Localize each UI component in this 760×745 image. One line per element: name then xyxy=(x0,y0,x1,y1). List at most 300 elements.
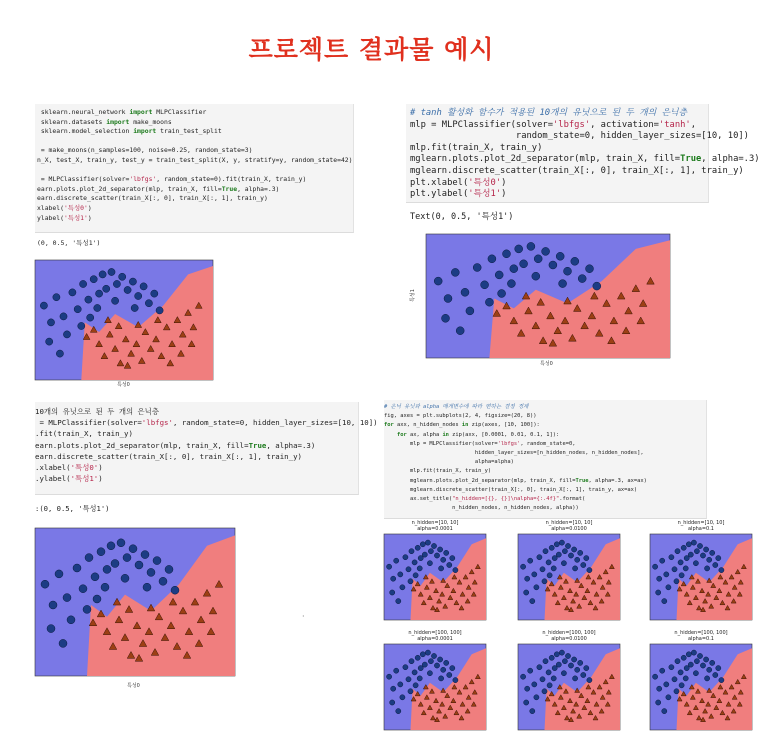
code-line: alpha=alpha) xyxy=(384,459,514,466)
class0-point xyxy=(398,682,403,687)
class0-point xyxy=(400,585,405,590)
class0-point xyxy=(542,689,547,694)
class0-point xyxy=(697,543,702,548)
class0-point xyxy=(578,275,586,283)
class0-point xyxy=(586,265,594,273)
x-axis-label-c: 특성0 xyxy=(127,683,140,689)
class0-point xyxy=(409,659,414,664)
code-cell-d xyxy=(384,400,707,519)
class0-point xyxy=(532,572,537,577)
class0-point xyxy=(530,599,535,604)
class0-point xyxy=(135,292,142,299)
class0-point xyxy=(447,562,452,567)
class0-point xyxy=(527,242,535,250)
class0-point xyxy=(503,250,511,258)
class0-point xyxy=(653,564,658,569)
code-line: sklearn.neural_network import MLPClassifier xyxy=(37,108,207,116)
class0-point xyxy=(422,552,427,557)
class0-point xyxy=(420,652,425,657)
class0-point xyxy=(453,568,458,573)
class0-point xyxy=(441,557,446,562)
class0-point xyxy=(547,683,552,688)
stray-dot: · xyxy=(302,612,305,621)
class0-point xyxy=(461,288,469,296)
class0-point xyxy=(716,556,721,561)
class0-point xyxy=(99,271,106,278)
class0-point xyxy=(716,666,721,671)
subplot-title-line: n_hidden=[100, 100] xyxy=(674,630,728,636)
class0-point xyxy=(683,676,688,681)
class0-point xyxy=(387,674,392,679)
class0-point xyxy=(565,543,570,548)
class0-point xyxy=(697,653,702,658)
class0-point xyxy=(151,290,158,297)
class0-point xyxy=(688,662,693,667)
class0-point xyxy=(47,625,55,633)
class0-point xyxy=(584,556,589,561)
class0-point xyxy=(412,670,417,675)
class0-point xyxy=(59,639,67,647)
class0-point xyxy=(521,674,526,679)
class0-point xyxy=(107,542,115,550)
class0-point xyxy=(53,294,60,301)
class0-point xyxy=(450,666,455,671)
class0-point xyxy=(524,590,529,595)
class0-point xyxy=(542,247,550,255)
class0-point xyxy=(554,542,559,547)
class0-point xyxy=(46,338,53,345)
class0-point xyxy=(528,668,533,673)
class0-point xyxy=(396,709,401,714)
code-line: plt.ylabel('특성1') xyxy=(410,189,507,200)
code-line: = make_moons(n_samples=100, noise=0.25, random_state=3) xyxy=(37,146,253,155)
output-text-c: :(0, 0.5, '특성1') xyxy=(35,504,110,513)
class0-point xyxy=(719,678,724,683)
class0-point xyxy=(556,252,564,260)
decision-boundary-plot-b xyxy=(426,234,670,358)
class0-point xyxy=(507,280,515,288)
class0-point xyxy=(444,660,449,665)
class0-point xyxy=(573,566,578,571)
class0-point xyxy=(537,555,542,560)
class0-point xyxy=(691,540,696,545)
class0-point xyxy=(394,558,399,563)
code-line: .ylabel('특성1') xyxy=(35,474,103,484)
class0-point xyxy=(561,561,566,566)
class0-point xyxy=(704,657,709,662)
class0-point xyxy=(434,553,439,558)
subplot-title-line: alpha=0.0100 xyxy=(551,526,587,532)
class0-point xyxy=(49,601,57,609)
class0-point xyxy=(528,558,533,563)
subplot-decision-boundary xyxy=(650,534,752,620)
class0-point xyxy=(101,583,109,591)
class0-point xyxy=(387,564,392,569)
subplot-title xyxy=(518,520,620,532)
class0-point xyxy=(403,665,408,670)
class0-point xyxy=(408,689,413,694)
class0-point xyxy=(90,276,97,283)
class0-point xyxy=(551,676,556,681)
class0-point xyxy=(666,695,671,700)
class0-point xyxy=(675,659,680,664)
code-line: mglearn.discrete_scatter(train_X[:, 0], train_X[:, 1], train_y) xyxy=(410,165,744,176)
class0-point xyxy=(559,540,564,545)
class0-point xyxy=(422,662,427,667)
class0-point xyxy=(129,278,136,285)
class0-point xyxy=(40,302,47,309)
class0-point xyxy=(56,350,63,357)
class0-point xyxy=(540,567,545,572)
class0-point xyxy=(719,568,724,573)
subplot-grid-d xyxy=(384,520,728,735)
class0-point xyxy=(485,298,493,306)
class0-point xyxy=(438,657,443,662)
x-axis-label-a: 특성0 xyxy=(117,382,130,388)
class0-point xyxy=(575,667,580,672)
class0-point xyxy=(520,260,528,268)
class0-point xyxy=(666,585,671,590)
class0-point xyxy=(704,547,709,552)
subplot-decision-boundary xyxy=(384,644,486,730)
notebook-panel-a xyxy=(35,104,355,389)
code-line: earn.plots.plot_2d_separator(mlp, train_X, fill=True, alpha=.3) xyxy=(35,440,316,450)
subplot-title-line: n_hidden=[100, 100] xyxy=(408,630,462,636)
class0-point xyxy=(47,319,54,326)
class0-point xyxy=(691,650,696,655)
class0-point xyxy=(546,670,551,675)
class0-point xyxy=(63,594,71,602)
class0-point xyxy=(657,686,662,691)
subplot-title xyxy=(384,520,486,532)
class0-point xyxy=(584,666,589,671)
class0-point xyxy=(408,579,413,584)
class0-point xyxy=(568,663,573,668)
code-line: mlp = MLPClassifier(solver='lbfgs', random_state=0, xyxy=(384,440,576,447)
class0-point xyxy=(80,280,87,287)
class0-point xyxy=(679,683,684,688)
class0-point xyxy=(434,663,439,668)
class0-point xyxy=(438,547,443,552)
class0-point xyxy=(140,283,147,290)
code-block-a xyxy=(37,108,353,223)
class0-point xyxy=(85,296,92,303)
class0-point xyxy=(69,289,76,296)
class0-point xyxy=(660,558,665,563)
code-line: n_hidden_nodes, n_hidden_nodes, alpha)) xyxy=(384,505,579,512)
class0-point xyxy=(431,653,436,658)
class0-point xyxy=(466,307,474,315)
class0-point xyxy=(664,682,669,687)
class0-point xyxy=(78,322,85,329)
class0-point xyxy=(67,616,75,624)
class0-point xyxy=(534,695,539,700)
class0-point xyxy=(73,564,81,572)
class0-point xyxy=(415,655,420,660)
subplot-title-line: alpha=0.1 xyxy=(687,636,714,642)
code-line: mglearn.discrete_scatter(train_X[:, 0], train_X[:, 1], train_y, ax=ax) xyxy=(384,486,638,493)
class0-point xyxy=(442,314,450,322)
code-line xyxy=(37,166,353,176)
class0-point xyxy=(124,286,131,293)
code-line: mglearn.plots.plot_2d_separator(mlp, train_X, fill=True, alpha=.3, ax=ax) xyxy=(384,477,647,484)
class0-point xyxy=(510,265,518,273)
class0-point xyxy=(656,700,661,705)
class0-point xyxy=(143,583,151,591)
code-line: .fit(train_X, train_y) xyxy=(35,429,133,439)
class0-point xyxy=(113,280,120,287)
class0-point xyxy=(710,550,715,555)
class0-point xyxy=(681,545,686,550)
class0-point xyxy=(686,652,691,657)
class0-point xyxy=(431,543,436,548)
class0-point xyxy=(587,568,592,573)
class0-point xyxy=(488,255,496,263)
class0-point xyxy=(131,304,138,311)
class0-point xyxy=(713,672,718,677)
class0-point xyxy=(165,565,173,573)
class0-point xyxy=(524,700,529,705)
class0-point xyxy=(575,557,580,562)
class0-point xyxy=(398,572,403,577)
class0-point xyxy=(694,549,699,554)
subplot-title-line: n_hidden=[10, 10] xyxy=(411,520,459,526)
class0-point xyxy=(406,677,411,682)
code-cell-b xyxy=(406,104,760,203)
class0-point xyxy=(660,668,665,673)
notebook-panel-c xyxy=(35,402,378,700)
subplot-decision-boundary xyxy=(518,644,620,730)
code-block-c xyxy=(35,406,378,484)
decision-boundary-plot-a xyxy=(35,260,213,380)
class0-point xyxy=(420,542,425,547)
code-line: fig, axes = plt.subplots(2, 4, figsize=(20, 8)) xyxy=(384,413,537,420)
code-line: plt.xlabel('특성0') xyxy=(410,177,507,188)
class0-point xyxy=(549,545,554,550)
class0-point xyxy=(559,280,567,288)
class0-point xyxy=(681,655,686,660)
class0-point xyxy=(565,653,570,658)
class0-point xyxy=(111,560,119,568)
code-line: for ax, alpha in zip(axx, [0.0001, 0.01, 0.1, 1]): xyxy=(396,431,560,438)
class0-point xyxy=(657,576,662,581)
class0-point xyxy=(705,676,710,681)
class0-point xyxy=(456,327,464,335)
code-line: mlp.fit(train_X, train_y) xyxy=(384,468,492,475)
code-cell-a xyxy=(35,104,354,233)
class0-point xyxy=(707,557,712,562)
class0-point xyxy=(543,549,548,554)
class0-point xyxy=(581,562,586,567)
subplot-title xyxy=(650,630,752,642)
class0-point xyxy=(425,650,430,655)
class0-point xyxy=(546,560,551,565)
class0-point xyxy=(129,545,137,553)
code-line: for axx, n_hidden_nodes in zip(axes, [10, 100]): xyxy=(384,422,540,429)
class0-point xyxy=(79,585,87,593)
class0-point xyxy=(537,665,542,670)
class0-point xyxy=(171,586,179,594)
subplot-decision-boundary xyxy=(384,534,486,620)
class0-point xyxy=(123,554,131,562)
class0-point xyxy=(103,285,110,292)
class0-point xyxy=(530,709,535,714)
subplot-title xyxy=(384,630,486,642)
class0-point xyxy=(428,549,433,554)
class0-point xyxy=(542,579,547,584)
class0-point xyxy=(700,663,705,668)
class0-point xyxy=(694,659,699,664)
class0-point xyxy=(572,657,577,662)
class0-point xyxy=(534,585,539,590)
class0-point xyxy=(678,670,683,675)
class0-point xyxy=(662,709,667,714)
class0-point xyxy=(534,255,542,263)
class0-point xyxy=(159,577,167,585)
subplot-title-line: n_hidden=[10, 10] xyxy=(545,520,593,526)
class0-point xyxy=(119,273,126,280)
code-line: hidden_layer_sizes=[n_hidden_nodes, n_hidden_nodes], xyxy=(384,450,644,457)
class0-point xyxy=(117,539,125,547)
class0-point xyxy=(145,300,152,307)
output-text-a: (0, 0.5, '특성1') xyxy=(37,239,101,247)
class0-point xyxy=(564,267,572,275)
class0-point xyxy=(108,268,115,275)
class0-point xyxy=(669,665,674,670)
subplot-title xyxy=(650,520,752,532)
decision-boundary-plot-c xyxy=(35,528,235,676)
class0-point xyxy=(94,304,101,311)
subplot-title-line: alpha=0.1 xyxy=(687,526,714,532)
code-line: = MLPClassifier(solver='lbfgs', random_state=0).fit(train_X, train_y) xyxy=(37,175,307,184)
class0-point xyxy=(427,561,432,566)
class0-point xyxy=(656,590,661,595)
code-line: earn.plots.plot_2d_separator(mlp, train_X, fill=True, alpha=.3) xyxy=(37,184,280,193)
code-line: .xlabel('특성0') xyxy=(35,463,103,473)
class0-point xyxy=(532,682,537,687)
code-line: # tanh 활성화 함수가 적용된 10개의 유닛으로 된 두 개의 은닉층 xyxy=(410,108,687,118)
class0-point xyxy=(390,700,395,705)
class0-point xyxy=(413,573,418,578)
class0-point xyxy=(572,547,577,552)
code-line: ylabel('특성1') xyxy=(37,213,92,222)
class0-point xyxy=(672,677,677,682)
output-text-b: Text(0, 0.5, '특성1') xyxy=(410,212,514,222)
subplot-title xyxy=(518,630,620,642)
notebook-panel-b xyxy=(406,104,760,394)
class0-point xyxy=(549,261,557,269)
class0-point xyxy=(153,557,161,565)
class0-point xyxy=(481,281,489,289)
class0-point xyxy=(587,678,592,683)
x-axis-label-b: 특성0 xyxy=(540,361,553,367)
class0-point xyxy=(135,561,143,569)
class0-point xyxy=(674,689,679,694)
class0-point xyxy=(412,560,417,565)
class0-point xyxy=(573,676,578,681)
class0-point xyxy=(85,554,93,562)
class0-point xyxy=(568,553,573,558)
class0-point xyxy=(74,306,81,313)
class0-point xyxy=(554,652,559,657)
code-line: sklearn.model_selection import train_test_split xyxy=(37,127,222,136)
code-block-d xyxy=(384,403,647,513)
class0-point xyxy=(391,686,396,691)
class0-point xyxy=(532,272,540,280)
code-line: mlp = MLPClassifier(solver='lbfgs', activation='tanh', xyxy=(410,119,697,130)
class0-point xyxy=(653,674,658,679)
class0-point xyxy=(444,550,449,555)
class0-point xyxy=(447,672,452,677)
class0-point xyxy=(55,570,63,578)
class0-point xyxy=(103,565,111,573)
code-line: ax.set_title("n_hidden=[{}, {}]\nalpha={:.4f}".format( xyxy=(384,496,586,503)
class0-point xyxy=(427,671,432,676)
class0-point xyxy=(391,576,396,581)
class0-point xyxy=(396,599,401,604)
class0-point xyxy=(96,290,103,297)
class0-point xyxy=(683,566,688,571)
code-block-b xyxy=(410,108,760,201)
subplot-decision-boundary xyxy=(518,534,620,620)
class0-point xyxy=(147,568,155,576)
class0-point xyxy=(390,590,395,595)
y-axis-label-b: 특성1 xyxy=(409,289,416,302)
class0-point xyxy=(415,545,420,550)
class0-point xyxy=(121,574,129,582)
subplot-title-line: alpha=0.0001 xyxy=(417,636,453,642)
code-line: mglearn.plots.plot_2d_separator(mlp, train_X, fill=True, alpha=.3) xyxy=(410,154,760,165)
class0-point xyxy=(515,245,523,253)
class0-point xyxy=(417,676,422,681)
class0-point xyxy=(540,677,545,682)
class0-point xyxy=(679,573,684,578)
class0-point xyxy=(63,331,70,338)
class0-point xyxy=(83,605,91,613)
class0-point xyxy=(439,566,444,571)
class0-point xyxy=(705,566,710,571)
class0-point xyxy=(453,678,458,683)
class0-point xyxy=(156,307,163,314)
code-line: earn.discrete_scatter(train_X[:, 0], train_X[:, 1], train_y) xyxy=(37,194,268,203)
code-cell-c xyxy=(35,402,378,495)
class0-point xyxy=(91,573,99,581)
class0-point xyxy=(688,552,693,557)
class0-point xyxy=(556,662,561,667)
code-line xyxy=(37,137,353,147)
class0-point xyxy=(439,676,444,681)
class0-point xyxy=(693,561,698,566)
class0-point xyxy=(578,660,583,665)
class0-point xyxy=(406,567,411,572)
class0-point xyxy=(547,573,552,578)
class0-point xyxy=(675,549,680,554)
subplot-title-line: n_hidden=[10, 10] xyxy=(677,520,725,526)
class0-point xyxy=(112,297,119,304)
class0-point xyxy=(60,313,67,320)
class0-point xyxy=(664,572,669,577)
class0-point xyxy=(450,556,455,561)
class0-point xyxy=(693,671,698,676)
subplot-title-line: alpha=0.0001 xyxy=(417,526,453,532)
class0-point xyxy=(521,564,526,569)
class0-point xyxy=(707,667,712,672)
class0-point xyxy=(87,314,94,321)
class0-point xyxy=(451,268,459,276)
class0-point xyxy=(713,562,718,567)
class0-point xyxy=(473,264,481,272)
code-line: sklearn.datasets import make_moons xyxy=(37,117,172,126)
